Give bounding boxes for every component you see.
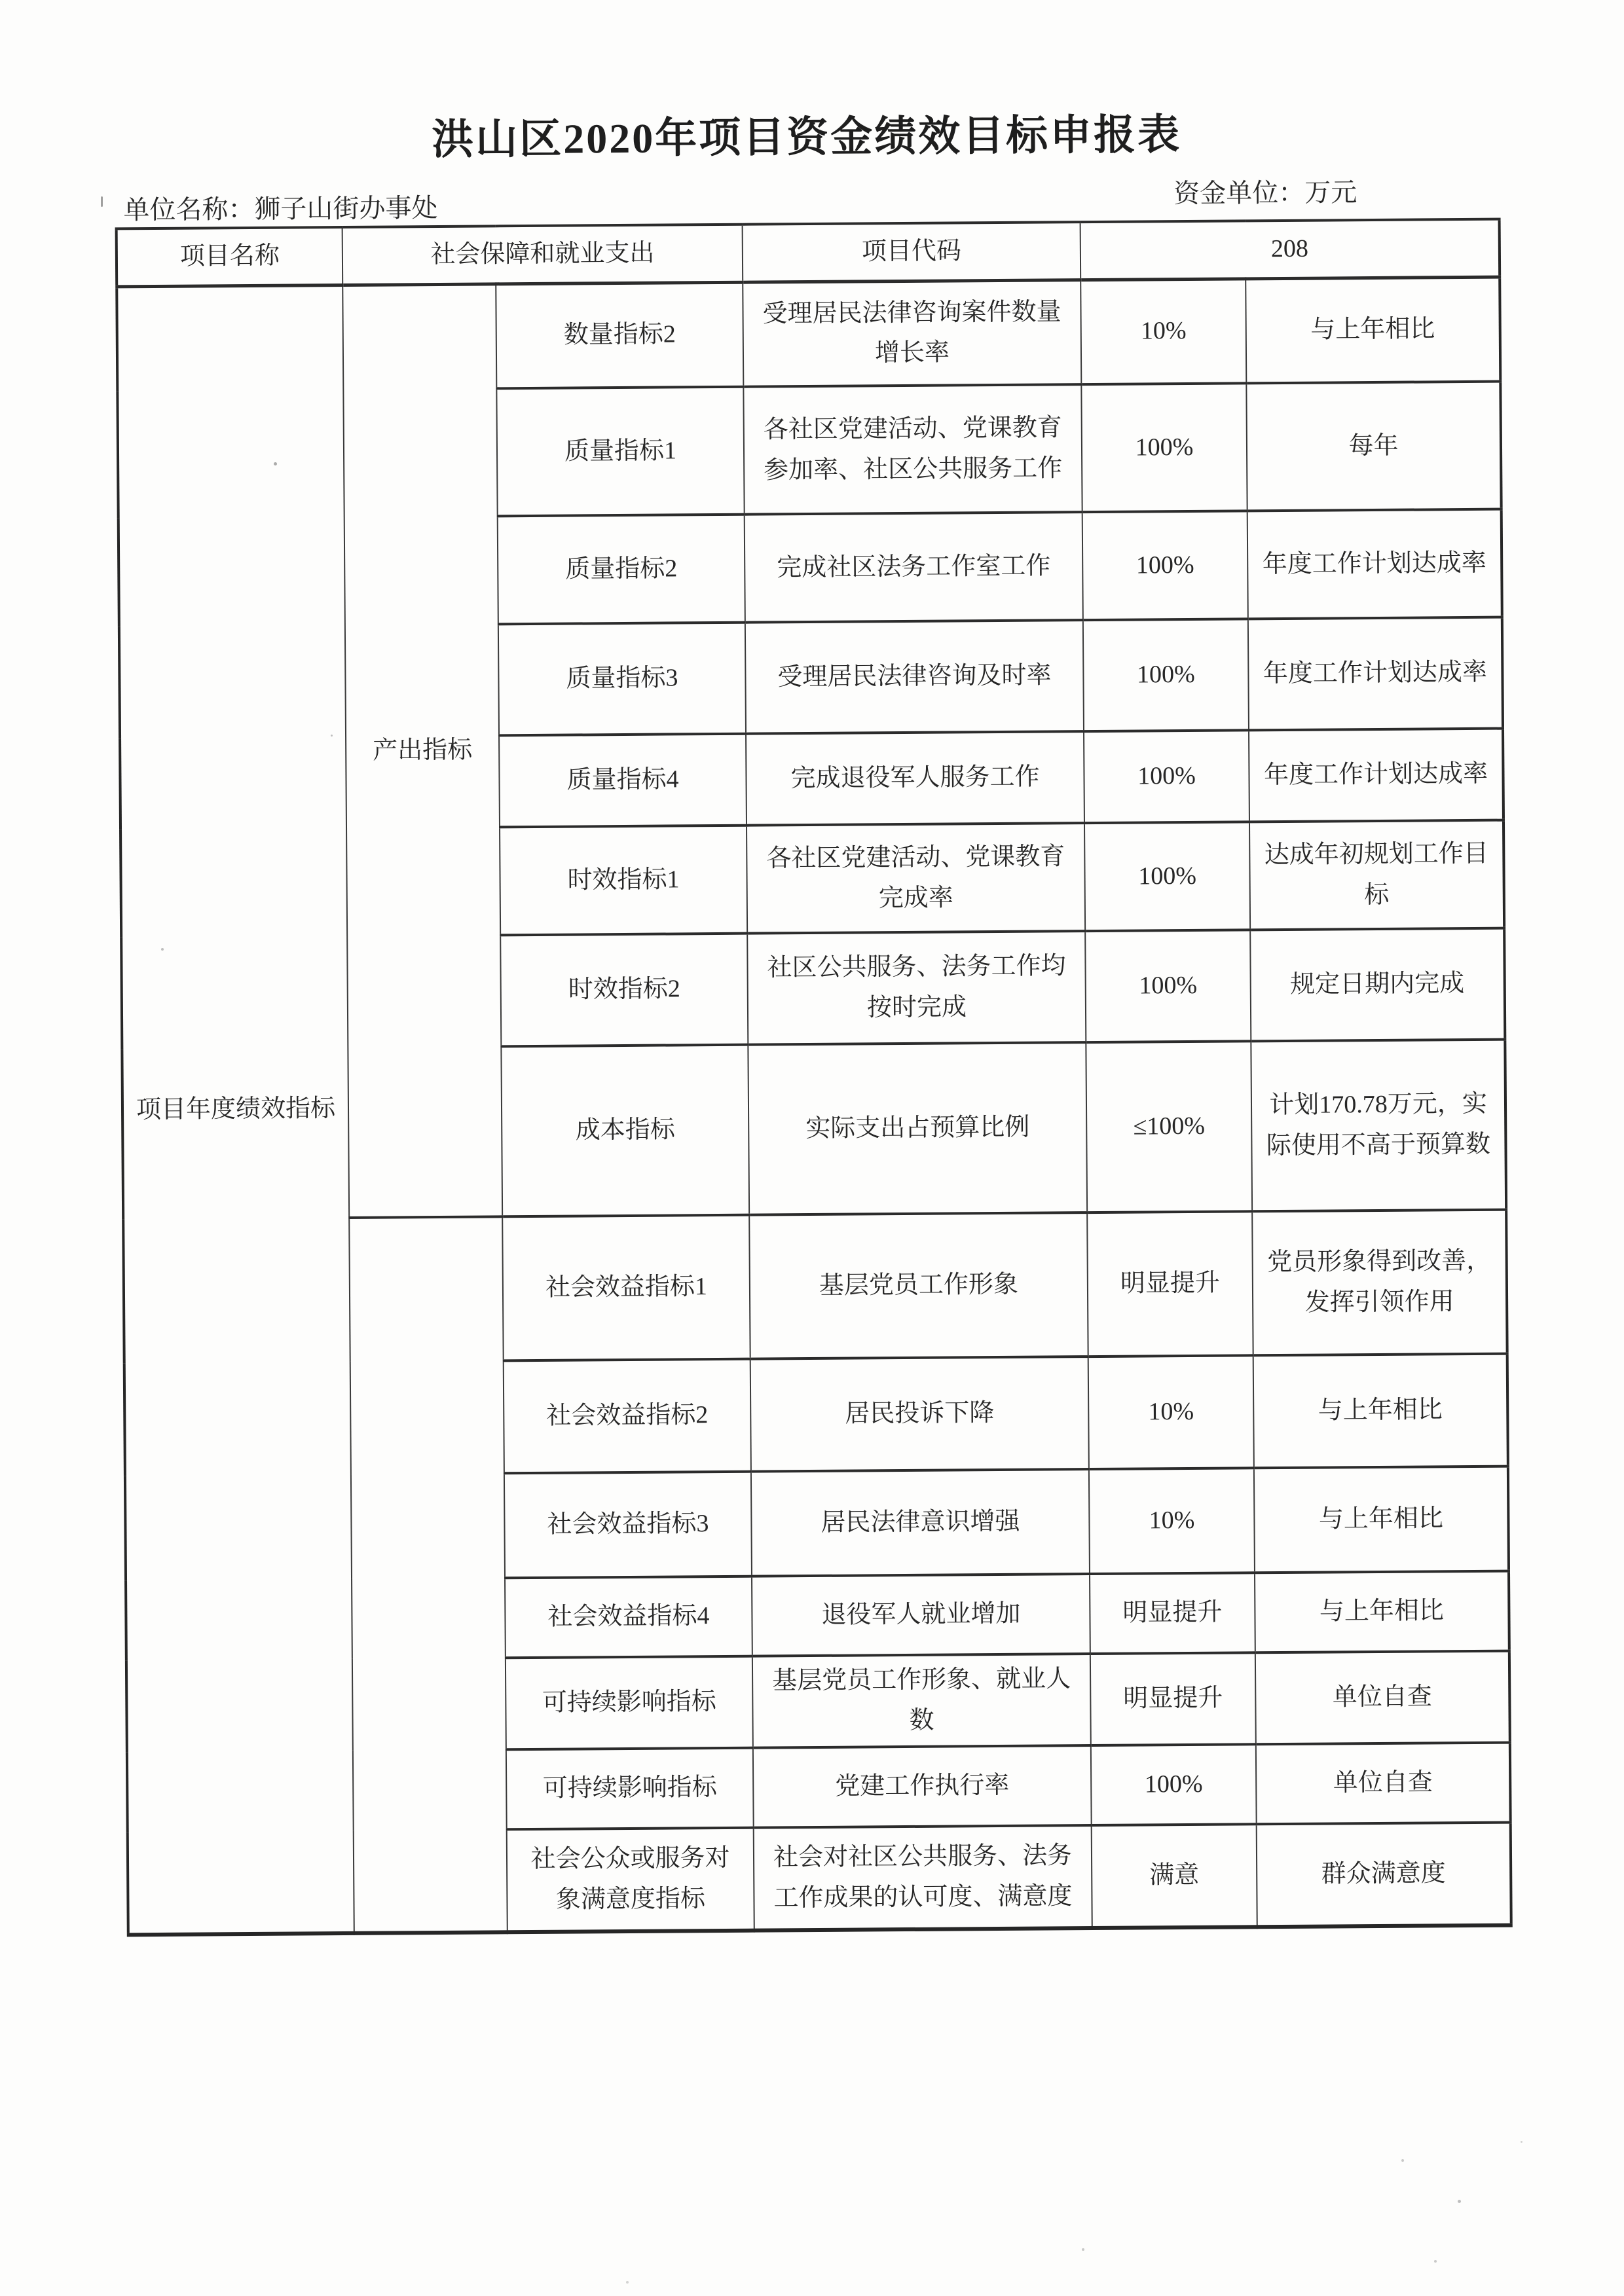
indicator-description: 居民投诉下降 <box>750 1357 1089 1472</box>
indicator-name: 质量指标3 <box>498 623 746 736</box>
indicator-value: 明显提升 <box>1090 1573 1255 1654</box>
indicator-description: 完成社区法务工作室工作 <box>745 512 1083 623</box>
indicator-value: 100% <box>1084 730 1249 823</box>
indicator-name: 质量指标2 <box>498 515 745 625</box>
scan-speck <box>626 2281 629 2284</box>
scan-speck <box>1082 2248 1084 2251</box>
indicator-criteria: 党员形象得到改善，发挥引领作用 <box>1252 1210 1507 1356</box>
indicator-name: 时效指标2 <box>500 934 748 1047</box>
indicator-criteria: 与上年相比 <box>1253 1354 1508 1468</box>
indicator-name: 可持续影响指标 <box>506 1748 754 1830</box>
indicator-value: 100% <box>1083 619 1249 731</box>
fund-unit-line <box>1173 172 1357 210</box>
indicator-description: 基层党员工作形象 <box>749 1212 1088 1359</box>
table-row <box>117 277 1500 392</box>
indicator-value: 10% <box>1088 1355 1254 1469</box>
indicator-value: 100% <box>1091 1744 1257 1825</box>
indicator-criteria: 群众满意度 <box>1257 1823 1511 1927</box>
indicator-value: 明显提升 <box>1087 1211 1253 1357</box>
scan-speck <box>1458 2200 1461 2203</box>
indicator-criteria: 与上年相比 <box>1254 1467 1509 1573</box>
fund-unit-value: 万元 <box>1304 177 1357 208</box>
indicator-criteria: 年度工作计划达成率 <box>1249 729 1504 822</box>
indicator-criteria: 与上年相比 <box>1255 1571 1509 1653</box>
indicator-description: 实际支出占预算比例 <box>748 1042 1087 1215</box>
page-title: 洪山区2020年项目资金绩效目标申报表 <box>431 111 1182 164</box>
indicator-name: 社会效益指标2 <box>504 1359 751 1474</box>
indicator-criteria: 单位自查 <box>1255 1651 1510 1745</box>
scan-speck <box>1521 2141 1522 2143</box>
indicator-value: 100% <box>1082 511 1248 620</box>
group-label-benefit <box>349 1216 507 1933</box>
indicator-criteria: 达成年初规划工作目标 <box>1249 820 1504 930</box>
indicator-value: ≤100% <box>1086 1041 1252 1212</box>
indicator-name: 数量指标2 <box>496 282 743 389</box>
performance-target-table <box>115 218 1513 1937</box>
scan-speck <box>1401 2159 1404 2162</box>
group-label-output: 产出指标 <box>342 283 502 1218</box>
indicator-name: 质量指标4 <box>499 734 747 828</box>
indicator-description: 党建工作执行率 <box>753 1745 1092 1828</box>
indicator-value: 100% <box>1085 930 1251 1042</box>
indicator-value: 100% <box>1084 822 1250 931</box>
indicator-value: 10% <box>1080 278 1246 384</box>
indicator-name: 时效指标1 <box>500 826 747 936</box>
indicator-description: 社区公共服务、法务工作均按时完成 <box>747 931 1086 1045</box>
header-project-name-value: 社会保障和就业支出 <box>342 225 743 285</box>
indicator-name: 社会公众或服务对象满意度指标 <box>507 1828 754 1933</box>
indicator-description: 各社区党建活动、党课教育参加率、社区公共服务工作 <box>743 384 1082 515</box>
unit-name-value: 狮子山街办事处 <box>254 192 438 224</box>
table-header-row <box>117 219 1500 287</box>
header-project-code-label: 项目代码 <box>743 222 1081 282</box>
indicator-name: 社会效益指标1 <box>502 1215 750 1361</box>
indicator-criteria: 单位自查 <box>1256 1743 1511 1825</box>
indicator-criteria: 与上年相比 <box>1246 277 1500 384</box>
indicator-name: 可持续影响指标 <box>506 1656 753 1750</box>
annual-indicator-label-cell: 项目年度绩效指标 <box>117 285 354 1935</box>
scan-speck <box>331 735 333 737</box>
indicator-description: 受理居民法律咨询案件数量增长率 <box>743 280 1081 387</box>
indicator-description: 受理居民法律咨询及时率 <box>745 620 1084 734</box>
indicator-name: 成本指标 <box>501 1045 749 1217</box>
indicator-value: 100% <box>1081 383 1247 512</box>
scan-speck <box>101 196 103 207</box>
unit-name-line <box>123 187 437 227</box>
indicator-criteria: 规定日期内完成 <box>1250 928 1505 1042</box>
indicator-description: 完成退役军人服务工作 <box>746 731 1084 826</box>
header-project-code-value: 208 <box>1080 219 1500 280</box>
indicator-name: 社会效益指标3 <box>504 1472 752 1578</box>
indicator-description: 各社区党建活动、党课教育完成率 <box>747 823 1085 934</box>
indicator-value: 10% <box>1089 1468 1255 1574</box>
indicator-name: 质量指标1 <box>496 387 744 517</box>
scan-speck <box>161 948 164 951</box>
indicator-description: 居民法律意识增强 <box>751 1469 1090 1576</box>
indicator-criteria: 年度工作计划达成率 <box>1248 617 1503 731</box>
indicator-criteria: 每年 <box>1246 382 1501 511</box>
scan-speck <box>1434 2260 1437 2263</box>
indicator-value: 满意 <box>1092 1824 1257 1928</box>
indicator-name: 社会效益指标4 <box>505 1576 752 1658</box>
header-project-name-label: 项目名称 <box>117 227 343 286</box>
indicator-criteria: 计划170.78万元，实际使用不高于预算数 <box>1251 1040 1506 1212</box>
fund-unit-label: 资金单位： <box>1173 177 1305 209</box>
indicator-description: 退役军人就业增加 <box>752 1574 1090 1656</box>
scan-speck <box>274 462 277 465</box>
indicator-value: 明显提升 <box>1090 1652 1256 1745</box>
indicator-criteria: 年度工作计划达成率 <box>1247 509 1502 619</box>
indicator-description: 社会对社区公共服务、法务工作成果的认可度、满意度 <box>754 1825 1092 1931</box>
unit-name-label: 单位名称： <box>123 194 255 225</box>
indicator-description: 基层党员工作形象、就业人数 <box>752 1654 1091 1748</box>
